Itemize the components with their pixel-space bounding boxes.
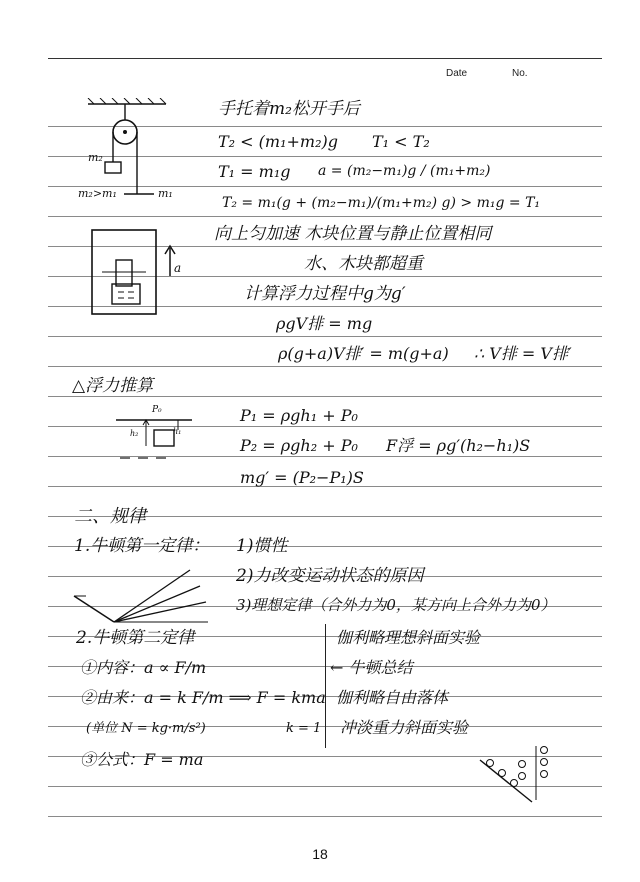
note-line: ← 牛顿总结 xyxy=(330,658,413,677)
note-line: 水、木块都超重 xyxy=(304,254,423,274)
label-h1: h₁ xyxy=(173,427,182,436)
column-divider xyxy=(325,624,326,748)
note-line: mg′ = (P₂−P₁)S xyxy=(240,468,364,487)
note-line: 1)惯性 xyxy=(236,536,288,556)
note-line: ②由来：a = k F/m ⟹ F = kma xyxy=(80,688,326,707)
note-line: 伽利略理想斜面实验 xyxy=(336,628,481,647)
note-line: T₂ = m₁(g + (m₂−m₁)/(m₁+m₂) g) > m₁g = T₁ xyxy=(222,195,541,211)
note-line: a = (m₂−m₁)g / (m₁+m₂) xyxy=(318,163,491,179)
ruled-line xyxy=(48,336,602,337)
note-line: P₁ = ρgh₁ + P₀ xyxy=(240,406,358,425)
label-m1: m₁ xyxy=(158,187,173,200)
note-line: k = 1 xyxy=(286,721,322,736)
note-line: ①内容：a ∝ F/m xyxy=(80,658,207,677)
note-line: 向上匀加速 木块位置与静止位置相同 xyxy=(214,224,492,244)
ruled-line xyxy=(48,366,602,367)
note-line: ρgV排 = mg xyxy=(276,314,373,333)
note-line: P₂ = ρgh₂ + P₀ xyxy=(240,436,358,455)
label-m2-gt-m1: m₂>m₁ xyxy=(78,187,117,200)
date-label: Date xyxy=(446,68,468,79)
label-p0: P₀ xyxy=(152,405,162,415)
note-line: T₁ < T₂ xyxy=(372,132,430,151)
note-line: (单位 N = kg·m/s²) xyxy=(86,721,206,736)
label-h2: h₂ xyxy=(130,429,139,438)
ruled-line xyxy=(48,816,602,817)
note-line: 1.牛顿第一定律： xyxy=(74,536,210,556)
note-line: T₁ = m₁g xyxy=(218,162,291,181)
note-line: 2)力改变运动状态的原因 xyxy=(236,566,424,586)
ruled-line xyxy=(48,216,602,217)
page-number: 18 xyxy=(312,846,328,862)
note-line: F浮 = ρg′(h₂−h₁)S xyxy=(386,436,531,455)
section-heading: △浮力推算 xyxy=(72,376,154,396)
number-label: No. xyxy=(512,68,528,79)
ruled-line xyxy=(48,396,602,397)
note-line: ρ(g+a)V排′ = m(g+a) xyxy=(278,344,449,363)
section-heading: 二、规律 xyxy=(74,506,146,527)
note-line: 手托着m₂松开手后 xyxy=(218,99,360,119)
inclined-plane-diagram xyxy=(72,566,212,624)
label-m2: m₂ xyxy=(88,151,103,164)
label-acceleration: a xyxy=(174,261,182,275)
note-line: ∴ V排 = V排′ xyxy=(474,344,572,363)
note-line: 冲淡重力斜面实验 xyxy=(340,718,469,737)
note-line: 计算浮力过程中g为g′ xyxy=(244,284,406,304)
note-line: 伽利略自由落体 xyxy=(336,688,449,707)
free-fall-diagram xyxy=(476,740,552,806)
note-line: T₂ < (m₁+m₂)g xyxy=(218,132,338,151)
note-line: 3)理想定律（合外力为0，某方向上合外力为0） xyxy=(236,596,556,614)
note-line: 2.牛顿第二定律 xyxy=(76,628,195,648)
header-rule xyxy=(48,58,602,59)
note-line: ③公式：F = ma xyxy=(80,750,204,769)
